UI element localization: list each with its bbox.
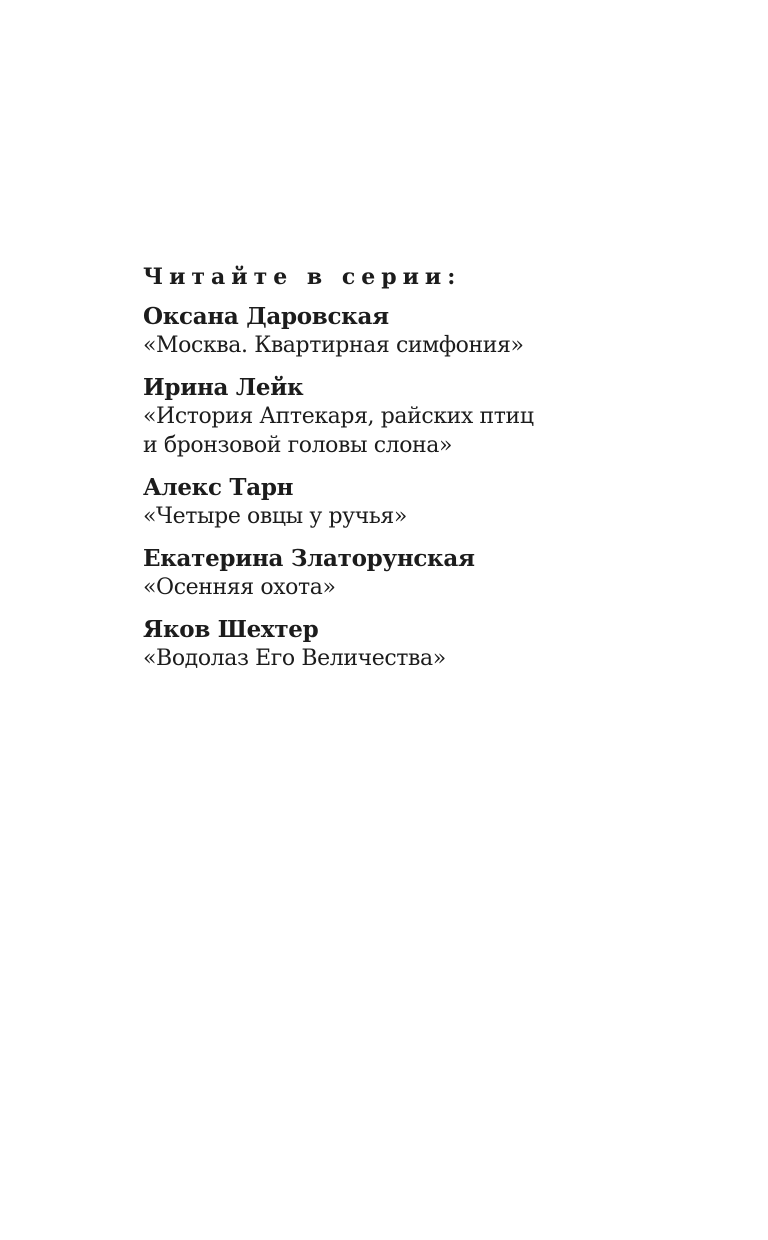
book-entry (143, 302, 703, 360)
book-author: Алекс Тарн (143, 474, 294, 501)
book-author: Яков Шехтер (143, 616, 319, 643)
book-entry (143, 473, 703, 531)
book-entry (143, 615, 703, 673)
book-title: «Водолаз Его Величества» (143, 646, 446, 671)
book-author: Ирина Лейк (143, 374, 304, 401)
book-title: «Четыре овцы у ручья» (143, 504, 407, 529)
book-entry (143, 373, 703, 460)
book-entry (143, 544, 703, 602)
book-title: «Москва. Квартирная симфония» (143, 333, 524, 358)
series-list-page (143, 262, 703, 686)
book-title: «Осенняя охота» (143, 575, 336, 600)
series-heading: Читайте в серии: (143, 264, 462, 290)
book-author: Екатерина Златорунская (143, 545, 475, 572)
book-author: Оксана Даровская (143, 303, 389, 330)
book-title: «История Аптекаря, райских птиц и бронзовой головы слона» (143, 404, 534, 458)
